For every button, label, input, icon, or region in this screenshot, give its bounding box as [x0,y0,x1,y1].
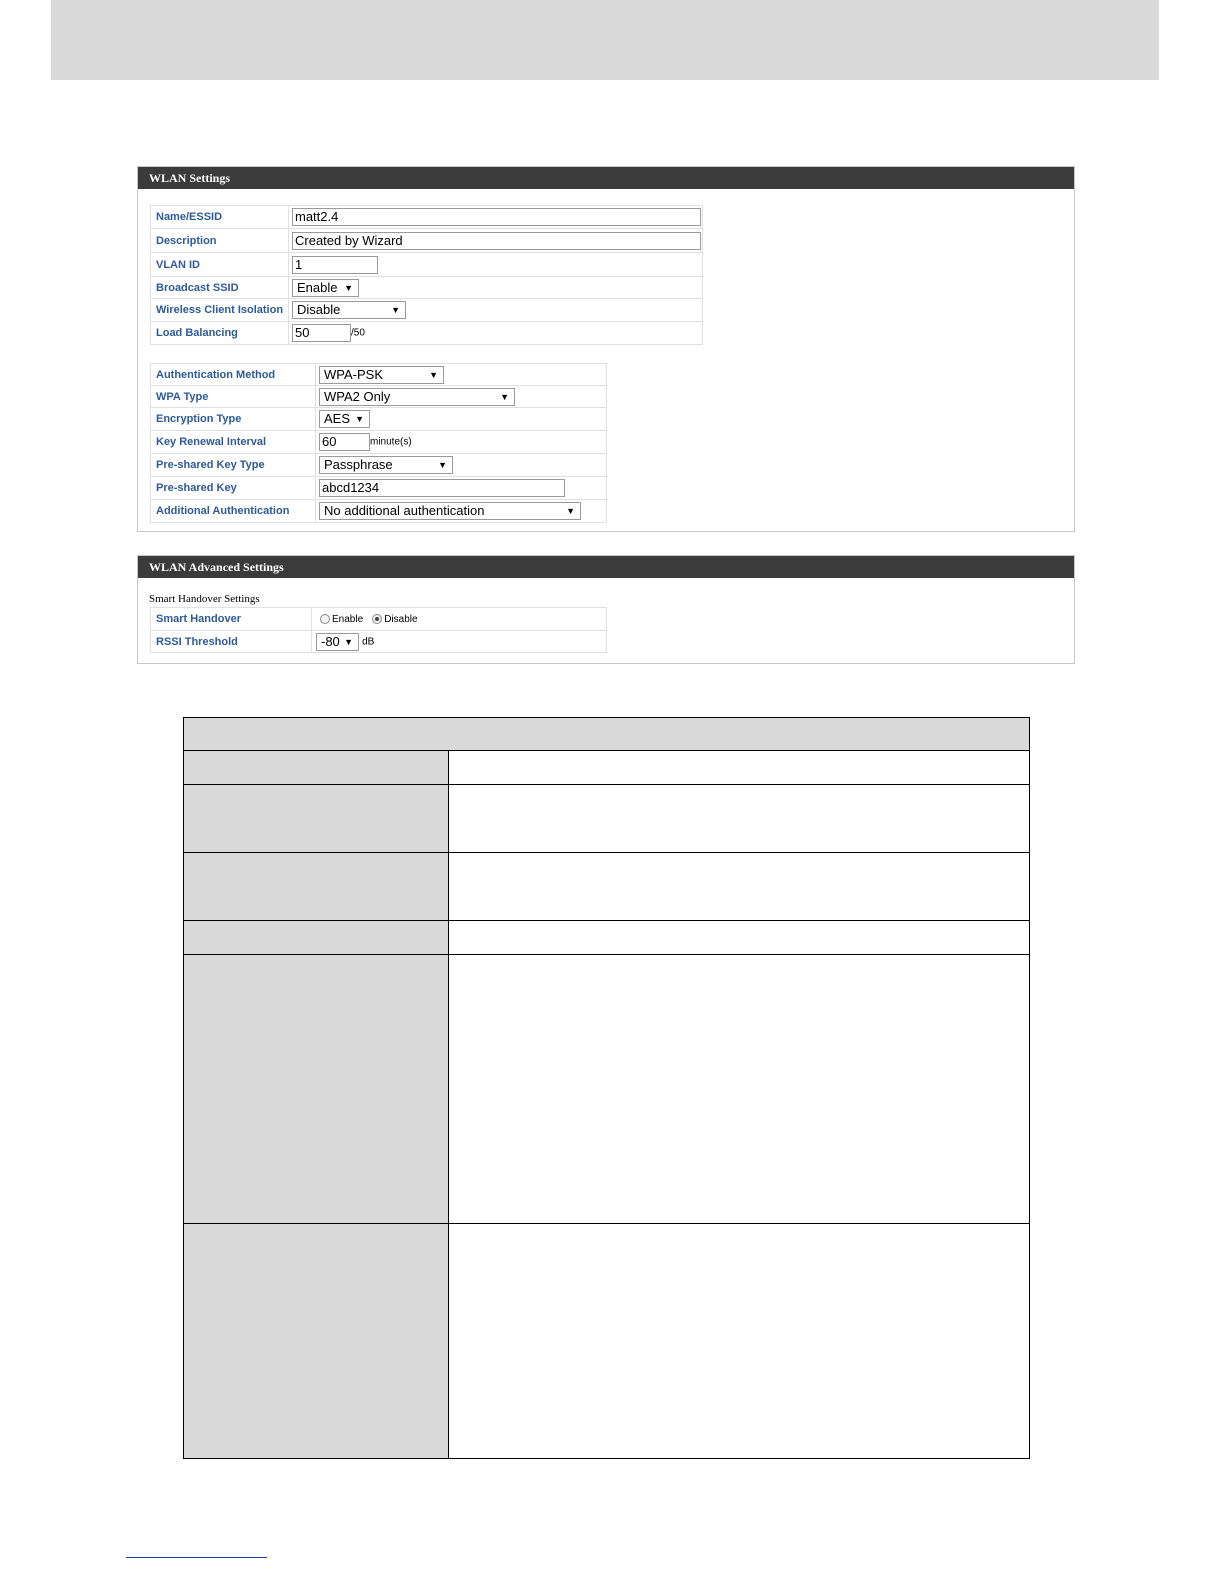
key-renewal-label: Key Renewal Interval [151,431,316,454]
dropdown-arrow-icon: ▼ [391,305,400,315]
broadcast-ssid-value: Enable [297,279,338,295]
wpa-type-select[interactable] [319,388,515,406]
dropdown-arrow-icon: ▼ [438,460,447,470]
broadcast-ssid-label: Broadcast SSID [151,277,289,299]
smart-handover-disable-label: Disable [384,613,418,625]
description-label: Description [151,229,289,253]
wpa-type-value: WPA2 Only [324,388,391,404]
key-renewal-unit: minute(s) [370,436,412,448]
rssi-threshold-label: RSSI Threshold [151,631,312,653]
description-table [183,717,1030,1459]
smart-handover-disable-radio[interactable] [372,614,382,624]
wlan-settings-panel [137,166,1075,532]
rssi-threshold-value: -80 [321,633,340,649]
load-balancing-label: Load Balancing [151,322,289,345]
client-isolation-value: Disable [297,302,341,317]
load-balancing-input[interactable]: 50 [292,324,351,342]
auth-method-label: Authentication Method [151,364,316,386]
wlan-basic-table [150,205,703,345]
dropdown-arrow-icon: ▼ [566,506,575,516]
psk-input[interactable]: abcd1234 [319,479,565,497]
description-table-header [184,718,1030,751]
broadcast-ssid-select[interactable] [292,279,359,297]
encryption-type-value: AES [324,411,351,426]
description-term-cell [184,1224,449,1459]
additional-auth-select[interactable] [319,502,581,520]
client-isolation-label: Wireless Client Isolation [151,299,289,322]
client-isolation-select[interactable] [292,301,406,319]
psk-type-select[interactable] [319,456,453,474]
smart-handover-subtitle: Smart Handover Settings [149,593,260,605]
wlan-advanced-panel [137,555,1075,664]
psk-label: Pre-shared Key [151,477,316,500]
description-text-cell [449,853,1030,921]
vlan-id-input[interactable]: 1 [292,256,378,274]
description-input[interactable]: Created by Wizard [292,232,701,250]
description-term-cell [184,785,449,853]
psk-type-value: Passphrase [324,457,393,472]
rssi-unit: dB [362,636,375,647]
description-term-cell [184,853,449,921]
psk-type-label: Pre-shared Key Type [151,454,316,477]
dropdown-arrow-icon: ▼ [344,282,353,293]
auth-method-value: WPA-PSK [324,366,383,382]
auth-method-select[interactable] [319,366,444,384]
smart-handover-table [150,607,607,653]
wlan-settings-title: WLAN Settings [138,167,1074,189]
description-term-cell [184,751,449,785]
description-term-cell [184,955,449,1224]
encryption-type-select[interactable] [319,410,370,428]
load-balancing-max: /50 [351,327,365,339]
essid-input[interactable]: matt2.4 [292,208,701,226]
encryption-type-label: Encryption Type [151,408,316,431]
dropdown-arrow-icon: ▼ [500,391,509,402]
description-text-cell [449,955,1030,1224]
description-text-cell [449,785,1030,853]
description-text-cell [449,751,1030,785]
dropdown-arrow-icon: ▼ [344,636,353,647]
smart-handover-enable-label: Enable [332,613,364,625]
page-header-band [51,0,1159,80]
smart-handover-label: Smart Handover [151,608,312,631]
additional-auth-value: No additional authentication [324,503,485,518]
wlan-advanced-title: WLAN Advanced Settings [138,556,1074,578]
description-text-cell [449,921,1030,955]
footer-link-underline [126,1557,267,1558]
key-renewal-input[interactable]: 60 [319,433,370,451]
dropdown-arrow-icon: ▼ [355,414,364,424]
additional-auth-label: Additional Authentication [151,500,316,523]
description-term-cell [184,921,449,955]
smart-handover-enable-radio[interactable] [320,614,330,624]
essid-label: Name/ESSID [151,206,289,229]
wlan-auth-table [150,363,607,523]
vlan-id-label: VLAN ID [151,253,289,277]
rssi-threshold-select[interactable] [316,633,359,651]
wpa-type-label: WPA Type [151,386,316,408]
description-text-cell [449,1224,1030,1459]
dropdown-arrow-icon: ▼ [429,369,438,380]
